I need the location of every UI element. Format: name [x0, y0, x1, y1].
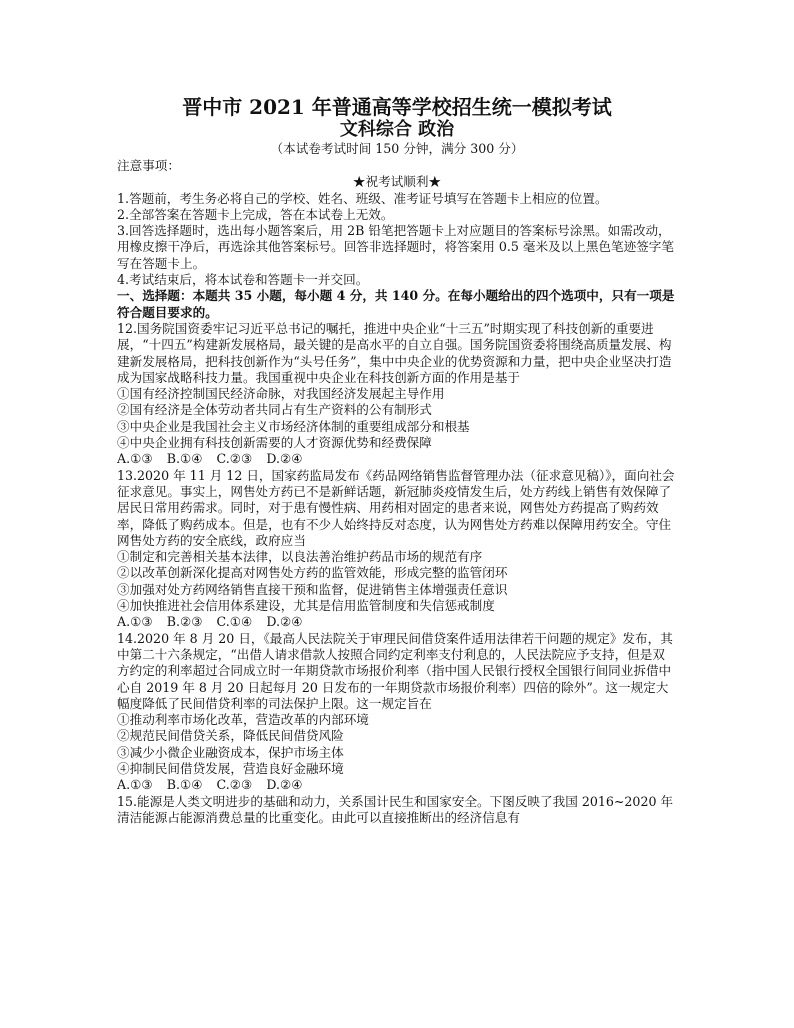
- exam-title: 晋中市 2021 年普通高等学校招生统一模拟考试: [182, 95, 612, 119]
- question-statement: ③加强对处方药网络销售直接干预和监督，促进销售主体增强责任意识: [117, 581, 508, 597]
- option-c: C.②③: [216, 777, 253, 793]
- question-12: [117, 321, 677, 468]
- question-statement: ③减少小微企业融资成本，保护市场主体: [117, 744, 344, 760]
- question-15: [117, 794, 677, 827]
- question-stem: 12.国务院国资委牢记习近平总书记的嘱托，推进中央企业“十三五”时期实现了科技创新的重要进展，“十四五”构建新发展格局，最关键的是高水平的自立自强。国务院国资委将围绕高质量发展、构建新发展格局，把科技创新作为“头号任务”，集中中央企业的优势资源和力量，把中央企业坚决打造成为国家战略科技力量。我国重视中央企业在科技创新方面的作用是基于: [117, 320, 672, 385]
- question-statement: ④加快推进社会信用体系建设，尤其是信用监管制度和失信惩戒制度: [117, 598, 495, 614]
- option-a: A.①③: [117, 451, 153, 467]
- answer-options: [117, 614, 677, 630]
- question-14: [117, 631, 677, 794]
- exam-note: （本试卷考试时间 150 分钟，满分 300 分）: [270, 141, 524, 156]
- question-13: [117, 468, 677, 631]
- notice-item: 1.答题前，考生务必将自己的学校、姓名、班级、准考证号填写在答题卡上相应的位置。: [117, 190, 608, 206]
- option-c: C.①④: [216, 614, 253, 630]
- notice-item: 2.全部答案在答题卡上完成，答在本试卷上无效。: [117, 206, 394, 222]
- option-d: D.②④: [266, 614, 303, 630]
- option-d: D.②④: [266, 777, 303, 793]
- exam-page: [117, 95, 677, 826]
- answer-options: [117, 777, 677, 793]
- option-b: B.①④: [166, 451, 203, 467]
- question-statement: ④抑制民间借贷发展，营造良好金融环境: [117, 760, 344, 776]
- question-statement: ①国有经济控制国民经济命脉，对我国经济发展起主导作用: [117, 386, 445, 402]
- question-statement: ②规范民间借贷关系，降低民间借贷风险: [117, 728, 344, 744]
- exam-subject: 文科综合 政治: [339, 119, 455, 140]
- option-a: A.①③: [117, 614, 153, 630]
- question-statement: ①制定和完善相关基本法律，以良法善治维护药品市场的规范有序: [117, 549, 483, 565]
- option-b: B.①④: [166, 777, 203, 793]
- option-d: D.②④: [266, 451, 303, 467]
- notice-item: 3.回答选择题时，选出每小题答案后，用 2B 铅笔把答题卡上对应题目的答案标号涂黑。如需改动，用橡皮擦干净后，再选涂其他答案标号。回答非选择题时，将答案用 0.5 毫米及以上黑色笔迹签字笔写在答题卡上。: [117, 223, 674, 271]
- question-stem: 14.2020 年 8 月 20 日，《最高人民法院关于审理民间借贷案件适用法律若干问题的规定》发布，其中第二十六条规定，“出借人请求借款人按照合同约定利率支付利息的，人民法院应予支持，但是双方约定的利率超过合同成立时一年期贷款市场报价利率（指中国人民银行授权全国银行间同业拆借中心自 2019 年 8 月 20 日起每月 20 日发布的一年期贷款市场报价利率）四倍的除外”。这一规定大幅度降低了民间借贷利率的司法保护上限。这一规定旨在: [117, 630, 673, 711]
- question-stem: 15.能源是人类文明进步的基础和动力，关系国计民生和国家安全。下图反映了我国 2016~2020 年清洁能源占能源消费总量的比重变化。由此可以直接推断出的经济信息有: [117, 793, 674, 825]
- question-statement: ③中央企业是我国社会主义市场经济体制的重要组成部分和根基: [117, 418, 470, 434]
- question-statement: ②国有经济是全体劳动者共同占有生产资料的公有制形式: [117, 402, 432, 418]
- question-stem: 13.2020 年 11 月 12 日，国家药监局发布《药品网络销售监督管理办法（征求意见稿）》，面向社会征求意见。事实上，网售处方药已不是新鲜话题，新冠肺炎疫情发生后，处方药线上销售有效保障了居民日常用药需求。同时，对于患有慢性病、用药相对固定的患者来说，网售处方药提高了购药效率，降低了购药成本。但是，也有不少人始终持反对态度，认为网售处方药难以保障用药安全。守住网售处方药的安全底线，政府应当: [117, 467, 675, 548]
- option-c: C.②③: [216, 451, 253, 467]
- notice-item: 4.考试结束后，将本试卷和答题卡一并交回。: [117, 272, 369, 288]
- option-b: B.②③: [166, 614, 203, 630]
- section-heading: 一、选择题：本题共 35 小题，每小题 4 分，共 140 分。在每小题给出的四个选项中，只有一项是符合题目要求的。: [117, 288, 675, 320]
- answer-options: [117, 451, 677, 467]
- question-statement: ①推动利率市场化改革，营造改革的内部环境: [117, 712, 369, 728]
- question-statement: ④中央企业拥有科技创新需要的人才资源优势和经费保障: [117, 435, 432, 451]
- option-a: A.①③: [117, 777, 153, 793]
- notice-label: 注意事项：: [117, 158, 180, 173]
- good-luck-text: ★祝考试顺利★: [352, 174, 442, 190]
- question-statement: ②以改革创新深化提高对网售处方药的监管效能，形成完整的监管闭环: [117, 565, 508, 581]
